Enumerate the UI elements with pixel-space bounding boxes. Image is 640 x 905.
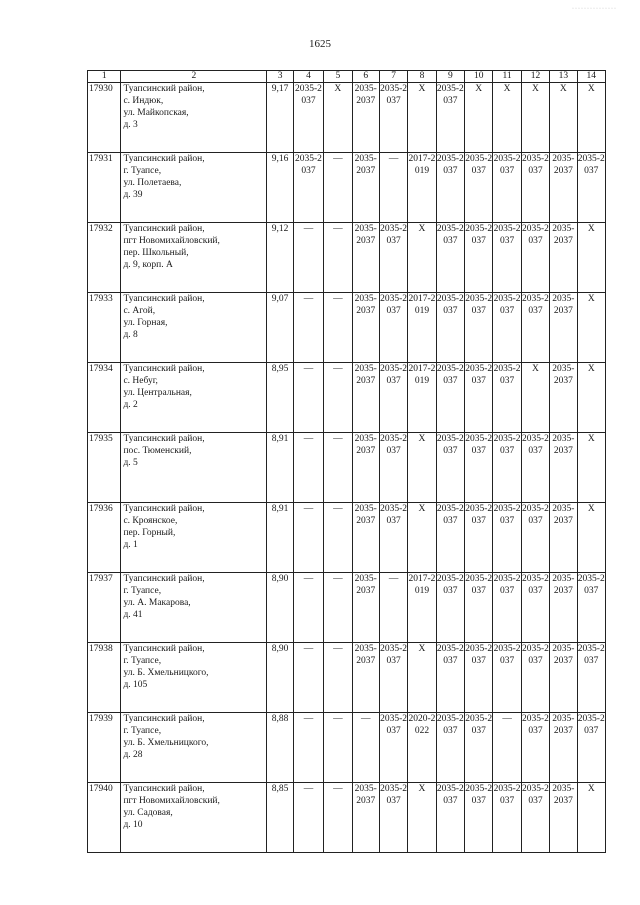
period-cell: 2035-2037 <box>352 83 379 153</box>
row-number: 17931 <box>88 153 121 223</box>
period-cell: X <box>408 83 436 153</box>
column-header: 13 <box>550 71 577 83</box>
period-cell: 2035-2037 <box>550 783 577 853</box>
period-cell: 2035-2037 <box>379 433 407 503</box>
period-cell: — <box>324 783 352 853</box>
table-row <box>88 503 606 573</box>
period-cell: 2035-2037 <box>493 293 521 363</box>
period-cell: 2035-2037 <box>493 503 521 573</box>
period-cell: 2035-2037 <box>577 153 606 223</box>
period-cell: 2035-2037 <box>352 643 379 713</box>
period-cell: 2035-2037 <box>465 713 493 783</box>
period-cell: 2035-2037 <box>550 223 577 293</box>
row-number: 17933 <box>88 293 121 363</box>
period-cell: 2035-2037 <box>352 433 379 503</box>
period-cell: X <box>408 503 436 573</box>
address-cell: Туапсинский район, пгт Новомихайловский, ул. Садовая, д. 10 <box>121 783 267 853</box>
period-cell: — <box>324 713 352 783</box>
period-cell: 2035-2037 <box>521 713 549 783</box>
period-cell: 2035-2037 <box>352 223 379 293</box>
period-cell: — <box>293 293 323 363</box>
period-cell: 2035-2037 <box>550 713 577 783</box>
period-cell: 2035-2037 <box>436 713 464 783</box>
address-cell: Туапсинский район, пгт Новомихайловский, пер. Школьный, д. 9, корп. А <box>121 223 267 293</box>
period-cell: 2035-2037 <box>550 153 577 223</box>
period-cell: 2035-2037 <box>493 783 521 853</box>
row-number: 17938 <box>88 643 121 713</box>
address-cell: Туапсинский район, с. Агой, ул. Горная, д. 8 <box>121 293 267 363</box>
period-cell: 2035-2037 <box>550 573 577 643</box>
period-cell: — <box>379 153 407 223</box>
row-number: 17930 <box>88 83 121 153</box>
period-cell: X <box>577 783 606 853</box>
period-cell: 2035-2037 <box>550 503 577 573</box>
row-number: 17937 <box>88 573 121 643</box>
period-cell: 2035-2037 <box>521 433 549 503</box>
period-cell: 2035-2037 <box>550 363 577 433</box>
period-cell: X <box>408 223 436 293</box>
table-row <box>88 433 606 503</box>
period-cell: X <box>408 783 436 853</box>
period-cell: — <box>352 713 379 783</box>
period-cell: 2017-2019 <box>408 363 436 433</box>
header-row <box>88 71 606 83</box>
column-header: 8 <box>408 71 436 83</box>
period-cell: 2035-2037 <box>493 573 521 643</box>
period-cell: — <box>324 503 352 573</box>
period-cell: 2035-2037 <box>493 223 521 293</box>
period-cell: 2035-2037 <box>521 223 549 293</box>
column-header: 1 <box>88 71 121 83</box>
period-cell: X <box>324 83 352 153</box>
period-cell: — <box>324 293 352 363</box>
period-cell: — <box>324 223 352 293</box>
period-cell: 2035-2037 <box>436 363 464 433</box>
period-cell: — <box>493 713 521 783</box>
period-cell: — <box>324 363 352 433</box>
period-cell: X <box>465 83 493 153</box>
period-cell: X <box>577 293 606 363</box>
period-cell: X <box>577 83 606 153</box>
value-cell: 8,90 <box>267 643 293 713</box>
period-cell: 2035-2037 <box>577 713 606 783</box>
column-header: 7 <box>379 71 407 83</box>
value-cell: 8,90 <box>267 573 293 643</box>
period-cell: X <box>493 83 521 153</box>
period-cell: 2035-2037 <box>521 783 549 853</box>
period-cell: 2035-2037 <box>352 573 379 643</box>
address-cell: Туапсинский район, г. Туапсе, ул. Полетаева, д. 39 <box>121 153 267 223</box>
period-cell: 2035-2037 <box>521 293 549 363</box>
value-cell: 8,91 <box>267 503 293 573</box>
period-cell: 2035-2037 <box>293 153 323 223</box>
period-cell: 2035-2037 <box>521 503 549 573</box>
period-cell: — <box>293 433 323 503</box>
column-header: 11 <box>493 71 521 83</box>
period-cell: — <box>293 713 323 783</box>
period-cell: — <box>324 573 352 643</box>
period-cell: 2035-2037 <box>379 223 407 293</box>
period-cell: — <box>293 573 323 643</box>
period-cell: 2035-2037 <box>352 293 379 363</box>
period-cell: 2035-2037 <box>352 363 379 433</box>
period-cell: 2035-2037 <box>436 83 464 153</box>
period-cell: 2035-2037 <box>493 363 521 433</box>
column-header: 12 <box>521 71 549 83</box>
period-cell: — <box>324 433 352 503</box>
value-cell: 8,85 <box>267 783 293 853</box>
period-cell: — <box>379 573 407 643</box>
period-cell: 2035-2037 <box>465 503 493 573</box>
period-cell: 2035-2037 <box>465 643 493 713</box>
period-cell: 2035-2037 <box>352 783 379 853</box>
address-cell: Туапсинский район, с. Кроянское, пер. Горный, д. 1 <box>121 503 267 573</box>
period-cell: X <box>521 363 549 433</box>
period-cell: 2035-2037 <box>550 293 577 363</box>
table-row <box>88 293 606 363</box>
row-number: 17936 <box>88 503 121 573</box>
period-cell: 2035-2037 <box>379 713 407 783</box>
period-cell: 2035-2037 <box>436 643 464 713</box>
address-cell: Туапсинский район, с. Индюк, ул. Майкопская, д. 3 <box>121 83 267 153</box>
period-cell: 2035-2037 <box>379 293 407 363</box>
table-row <box>88 153 606 223</box>
table-row <box>88 223 606 293</box>
period-cell: 2035-2037 <box>293 83 323 153</box>
row-number: 17935 <box>88 433 121 503</box>
period-cell: 2035-2037 <box>577 573 606 643</box>
value-cell: 9,16 <box>267 153 293 223</box>
address-cell: Туапсинский район, с. Небуг, ул. Центральная, д. 2 <box>121 363 267 433</box>
address-cell: Туапсинский район, г. Туапсе, ул. А. Макарова, д. 41 <box>121 573 267 643</box>
period-cell: 2035-2037 <box>379 83 407 153</box>
page-number: 1625 <box>309 38 331 50</box>
period-cell: 2035-2037 <box>436 503 464 573</box>
table-row <box>88 783 606 853</box>
address-cell: Туапсинский район, г. Туапсе, ул. Б. Хмельницкого, д. 105 <box>121 643 267 713</box>
period-cell: 2035-2037 <box>521 153 549 223</box>
value-cell: 8,95 <box>267 363 293 433</box>
row-number: 17932 <box>88 223 121 293</box>
period-cell: X <box>408 433 436 503</box>
period-cell: 2035-2037 <box>550 433 577 503</box>
period-cell: — <box>293 643 323 713</box>
period-cell: 2035-2037 <box>465 573 493 643</box>
period-cell: 2035-2037 <box>465 223 493 293</box>
table-row <box>88 83 606 153</box>
column-header: 5 <box>324 71 352 83</box>
period-cell: 2035-2037 <box>436 153 464 223</box>
period-cell: 2035-2037 <box>465 363 493 433</box>
column-header: 6 <box>352 71 379 83</box>
period-cell: 2017-2019 <box>408 573 436 643</box>
address-cell: Туапсинский район, пос. Тюменский, д. 5 <box>121 433 267 503</box>
period-cell: 2035-2037 <box>465 433 493 503</box>
period-cell: 2035-2037 <box>352 153 379 223</box>
table-row <box>88 643 606 713</box>
scan-corner-mark: ··············· <box>572 6 617 12</box>
period-cell: 2035-2037 <box>493 643 521 713</box>
value-cell: 8,91 <box>267 433 293 503</box>
period-cell: 2035-2037 <box>379 363 407 433</box>
column-header: 14 <box>577 71 606 83</box>
period-cell: 2035-2037 <box>379 643 407 713</box>
value-cell: 9,17 <box>267 83 293 153</box>
column-header: 10 <box>465 71 493 83</box>
period-cell: 2035-2037 <box>465 153 493 223</box>
period-cell: 2035-2037 <box>550 643 577 713</box>
period-cell: — <box>293 223 323 293</box>
table-row <box>88 363 606 433</box>
period-cell: 2035-2037 <box>465 293 493 363</box>
period-cell: — <box>293 503 323 573</box>
value-cell: 9,12 <box>267 223 293 293</box>
period-cell: X <box>550 83 577 153</box>
period-cell: 2035-2037 <box>436 223 464 293</box>
period-cell: 2035-2037 <box>493 153 521 223</box>
period-cell: 2020-2022 <box>408 713 436 783</box>
period-cell: 2035-2037 <box>379 783 407 853</box>
value-cell: 8,88 <box>267 713 293 783</box>
column-header: 9 <box>436 71 464 83</box>
period-cell: 2017-2019 <box>408 293 436 363</box>
column-header: 2 <box>121 71 267 83</box>
register-table <box>87 70 606 853</box>
period-cell: 2035-2037 <box>436 433 464 503</box>
period-cell: X <box>577 223 606 293</box>
row-number: 17939 <box>88 713 121 783</box>
period-cell: — <box>293 363 323 433</box>
period-cell: X <box>577 433 606 503</box>
column-header: 3 <box>267 71 293 83</box>
period-cell: X <box>577 503 606 573</box>
period-cell: 2017-2019 <box>408 153 436 223</box>
period-cell: 2035-2037 <box>436 783 464 853</box>
period-cell: X <box>577 363 606 433</box>
row-number: 17940 <box>88 783 121 853</box>
table-row <box>88 713 606 783</box>
period-cell: — <box>324 153 352 223</box>
period-cell: 2035-2037 <box>493 433 521 503</box>
period-cell: 2035-2037 <box>436 293 464 363</box>
period-cell: — <box>324 643 352 713</box>
period-cell: 2035-2037 <box>352 503 379 573</box>
period-cell: 2035-2037 <box>379 503 407 573</box>
period-cell: 2035-2037 <box>521 573 549 643</box>
table-row <box>88 573 606 643</box>
period-cell: 2035-2037 <box>577 643 606 713</box>
period-cell: X <box>408 643 436 713</box>
period-cell: — <box>293 783 323 853</box>
table-body <box>88 83 606 853</box>
row-number: 17934 <box>88 363 121 433</box>
period-cell: 2035-2037 <box>436 573 464 643</box>
column-header: 4 <box>293 71 323 83</box>
address-cell: Туапсинский район, г. Туапсе, ул. Б. Хмельницкого, д. 28 <box>121 713 267 783</box>
period-cell: 2035-2037 <box>465 783 493 853</box>
period-cell: X <box>521 83 549 153</box>
value-cell: 9,07 <box>267 293 293 363</box>
period-cell: 2035-2037 <box>521 643 549 713</box>
